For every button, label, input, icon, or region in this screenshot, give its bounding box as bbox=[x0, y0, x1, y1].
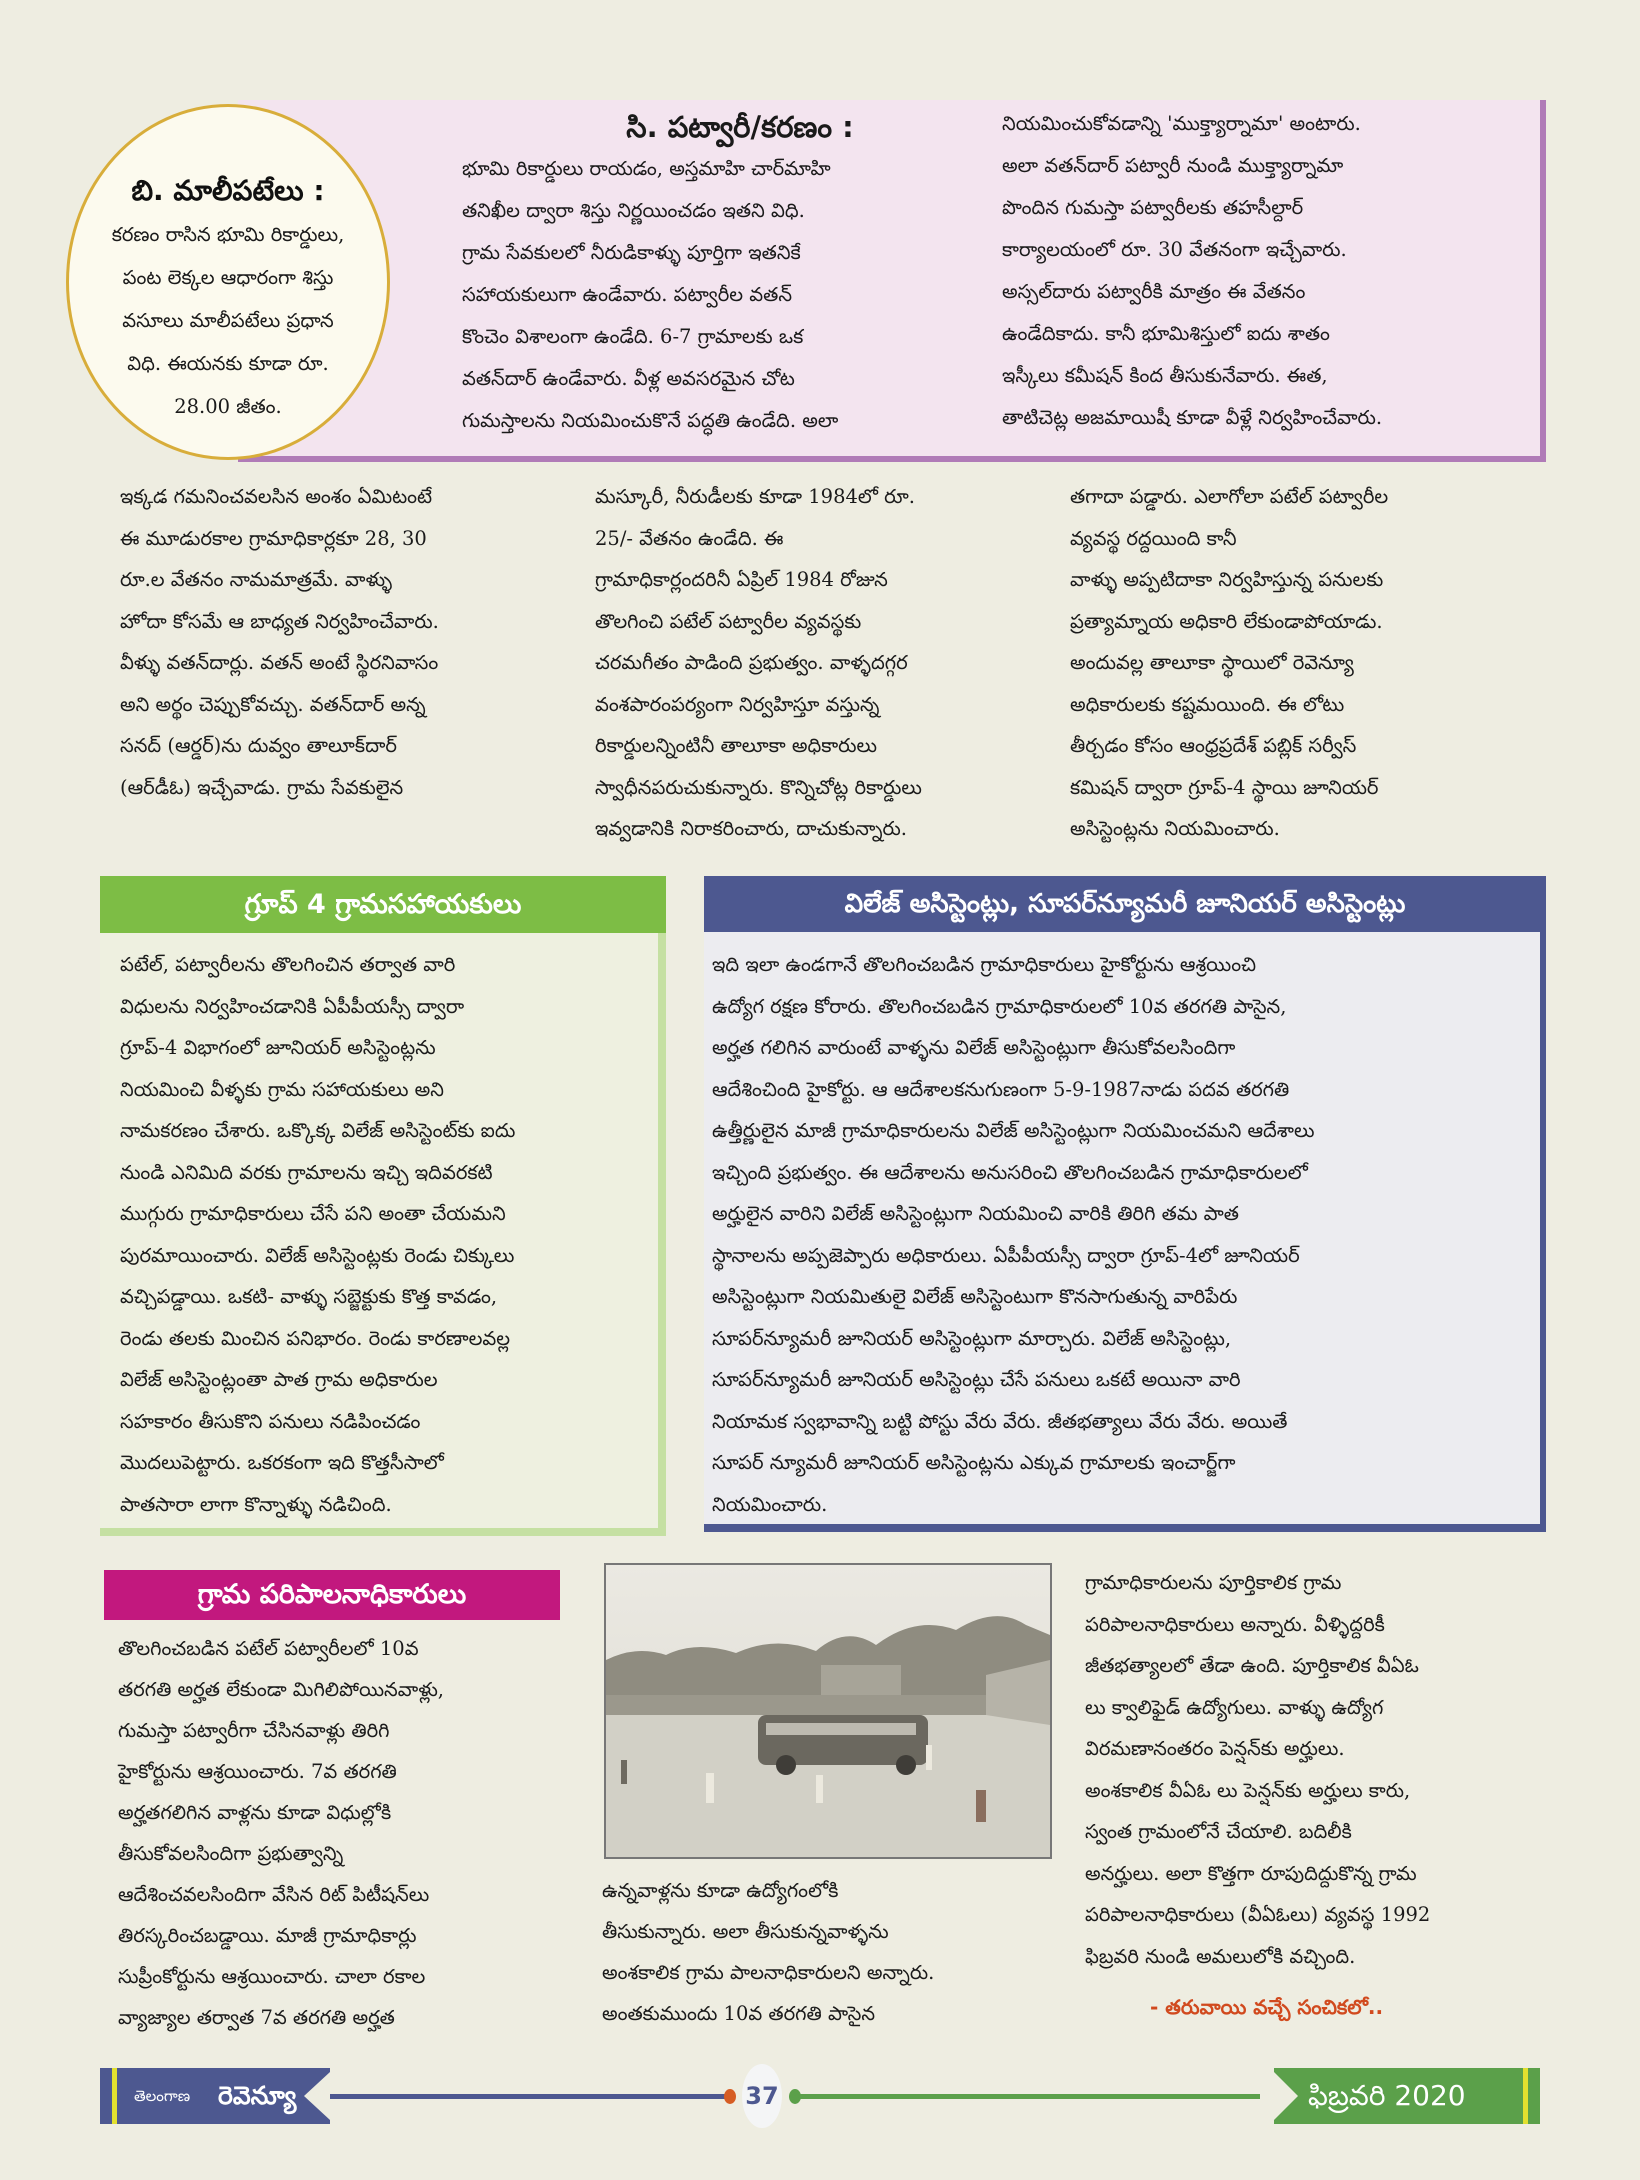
text-line: హైకోర్టును ఆశ్రయించారు. 7వ తరగతి bbox=[118, 1760, 397, 1783]
text-line: ఇస్కీలు కమీషన్ కింద తీసుకునేవారు. ఈత, bbox=[1002, 364, 1328, 387]
person bbox=[816, 1775, 823, 1803]
text-line: వసూలు మాలీపటేలు ప్రధాన bbox=[122, 309, 334, 332]
text-line: నియమించి వీళ్ళకు గ్రామ సహాయకులు అని bbox=[120, 1077, 444, 1101]
text-line: పరిపాలనాధికారులు (వీఏఓలు) వ్యవస్థ 1992 bbox=[1085, 1903, 1431, 1926]
text-line: అసిస్టెంట్లుగా నియమితులై విలేజ్ అసిస్టెంటుగా కొనసాగుతున్న వారిపేరు bbox=[712, 1285, 1238, 1308]
text-line: నుండి ఎనిమిది వరకు గ్రామాలను ఇచ్చి ఇదివరకటి bbox=[120, 1160, 493, 1184]
text-line: పరిపాలనాధికారులు అన్నారు. వీళ్ళిద్దరికీ bbox=[1085, 1612, 1385, 1636]
issue-date-badge bbox=[1274, 2068, 1540, 2124]
text-line: మస్కూరీ, నీరుడీలకు కూడా 1984లో రూ. bbox=[595, 485, 915, 508]
text-line: రికార్డులన్నింటినీ తాలూకా అధికారులు bbox=[595, 734, 878, 757]
text-line: అంశకాలిక గ్రామ పాలనాధికారులని అన్నారు. bbox=[602, 1961, 935, 1984]
text-line: కమిషన్ ద్వారా గ్రూప్-4 స్థాయి జూనియర్ bbox=[1070, 775, 1379, 799]
footer-rule-right bbox=[798, 2094, 1260, 2099]
text-line: అలా వతన్‌దార్ పట్వారీ నుండి ముక్త్యార్నామా bbox=[1002, 154, 1344, 177]
text-line: వీళ్ళు వతన్‌దార్లు. వతన్ అంటే స్థిరనివాసం bbox=[120, 651, 439, 674]
malipatel-title: బి. మాలీపటేలు : bbox=[131, 174, 325, 207]
article-column-1 bbox=[120, 476, 439, 808]
text-line: ఈ మూడురకాల గ్రామాధికార్లకూ 28, 30 bbox=[120, 526, 427, 550]
footer-dot-orange bbox=[724, 2089, 736, 2104]
text-line: అస్సల్‌దారు పట్వారీకి మాత్రం ఈ వేతనం bbox=[1002, 280, 1306, 303]
text-line: రెండు తలకు మించిన పనిభారం. రెండు కారణాలవల్ల bbox=[120, 1326, 511, 1350]
text-line: తాటిచెట్ల అజమాయిషీ కూడా వీళ్లే నిర్వహించేవారు. bbox=[1002, 406, 1383, 429]
text-line: ఆదేశించింది హైకోర్టు. ఆ ఆదేశాలకనుగుణంగా 5-9-1987నాడు పదవ తరగతి bbox=[712, 1077, 1290, 1101]
photo-illustration bbox=[606, 1565, 1050, 1857]
article-column-3 bbox=[1070, 476, 1388, 850]
text-line: గుమస్తాలను నియమించుకొనే పద్ధతి ఉండేది. అలా bbox=[462, 409, 839, 432]
text-line: తొలగించి పటేల్ పట్వారీల వ్యవస్థకు bbox=[595, 609, 862, 633]
person bbox=[706, 1773, 714, 1803]
arrow-notch bbox=[304, 2072, 330, 2120]
patwari-text-col1 bbox=[462, 148, 838, 442]
building bbox=[821, 1665, 901, 1700]
text-line: అధికారులకు కష్టమయింది. ఈ లోటు bbox=[1070, 692, 1345, 716]
text-line: గ్రామ సేవకులలో నీరుడికాళ్ళు పూర్తిగా ఇతనికే bbox=[462, 241, 801, 264]
text-line: సనద్ (ఆర్డర్)ను దువ్వం తాలూక్‌దార్ bbox=[120, 734, 397, 757]
vao-text-left bbox=[118, 1628, 444, 2038]
text-line: అర్హతగలిగిన వాళ్లను కూడా విధుల్లోకి bbox=[118, 1801, 392, 1824]
text-line: పటేల్, పట్వారీలను తొలగించిన తర్వాత వారి bbox=[120, 953, 456, 976]
text-line: రూ.ల వేతనం నామమాత్రమే. వాళ్ళు bbox=[120, 568, 393, 591]
text-line: అని అర్థం చెప్పుకోవచ్చు. వతన్‌దార్ అన్న bbox=[120, 692, 426, 716]
text-line: సూపర్ న్యూమరీ జూనియర్ అసిస్టెంట్లను ఎక్కువ గ్రామాలకు ఇంచార్జ్‌గా bbox=[712, 1451, 1236, 1474]
text-line: పాతసారా లాగా కొన్నాళ్ళు నడిచింది. bbox=[120, 1492, 392, 1516]
text-line: వ్యాజ్యాల తర్వాత 7వ తరగతి అర్హత bbox=[118, 2006, 395, 2029]
person bbox=[976, 1790, 986, 1822]
text-line: గ్రామాధికారులను పూర్తికాలిక గ్రామ bbox=[1085, 1571, 1342, 1594]
text-line: ఇవ్వడానికి నిరాకరించారు, దాచుకున్నారు. bbox=[595, 817, 907, 840]
text-line: ఫిబ్రవరి నుండి అమలులోకి వచ్చింది. bbox=[1085, 1944, 1356, 1968]
text-line: నియమించారు. bbox=[712, 1492, 828, 1516]
text-line: జీతభత్యాలలో తేడా ఉంది. పూర్తికాలిక వీఏఓ bbox=[1085, 1654, 1419, 1677]
village-assistants-text bbox=[712, 944, 1315, 1525]
text-line: కరణం రాసిన భూమి రికార్డులు, bbox=[111, 223, 345, 246]
text-line: అనర్హులు. అలా కొత్తగా రూపుదిద్దుకొన్న గ్రామ bbox=[1085, 1861, 1417, 1885]
text-line: అసిస్టెంట్లను నియమించారు. bbox=[1070, 817, 1280, 840]
text-line: స్వంత గ్రామంలోనే చేయాలి. బదిలీకి bbox=[1085, 1820, 1352, 1843]
text-line: గుమస్తా పట్వారీగా చేసినవాళ్లు తిరిగి bbox=[118, 1719, 390, 1742]
text-line: తొలగించబడిన పటేల్ పట్వారీలలో 10వ bbox=[118, 1637, 419, 1660]
text-line: హోదా కోసమే ఆ బాధ్యత నిర్వహించేవారు. bbox=[120, 609, 439, 633]
text-line: (ఆర్‌డీఓ) ఇచ్చేవాడు. గ్రామ సేవకులైన bbox=[120, 775, 404, 799]
text-line: సహకారం తీసుకొని పనులు నడిపించడం bbox=[120, 1409, 421, 1433]
bus-windows bbox=[766, 1723, 916, 1735]
text-line: గ్రామాధికార్లందరినీ ఏప్రిల్ 1984 రోజున bbox=[595, 568, 888, 591]
text-line: 25/- వేతనం ఉండేది. ఈ bbox=[595, 526, 784, 550]
text-line: తీర్చడం కోసం ఆంధ్రప్రదేశ్ పబ్లిక్ సర్వీస్ bbox=[1070, 734, 1357, 757]
malipatel-circle bbox=[66, 104, 390, 460]
bus-wheel bbox=[896, 1755, 916, 1775]
text-line: ఇది ఇలా ఉండగానే తొలగించబడిన గ్రామాధికారులు హైకోర్టును ఆశ్రయించి bbox=[712, 953, 1257, 976]
text-line: చరమగీతం పాడింది ప్రభుత్వం. వాళ్ళదగ్గర bbox=[595, 651, 908, 674]
text-line: అంశకాలిక వీఏఓ లు పెన్షన్‌కు అర్హులు కారు, bbox=[1085, 1778, 1411, 1802]
text-line: వంశపారంపర్యంగా నిర్వహిస్తూ వస్తున్న bbox=[595, 692, 880, 716]
text-line: మొదలుపెట్టారు. ఒకరకంగా ఇది కొత్తసీసాలో bbox=[120, 1451, 444, 1474]
issue-date: ఫిబ్రవరి 2020 bbox=[1308, 2079, 1466, 2112]
text-line: తీసుకోవలసిందిగా ప్రభుత్వాన్ని bbox=[118, 1842, 344, 1865]
text-line: సూపర్‌న్యూమరీ జూనియర్ అసిస్టెంట్లు చేసే పనులు ఒకటే అయినా వారి bbox=[712, 1368, 1241, 1391]
text-line: తగాదా పడ్డారు. ఎలాగోలా పటేల్ పట్వారీల bbox=[1070, 485, 1389, 508]
text-line: కార్యాలయంలో రూ. 30 వేతనంగా ఇచ్చేవారు. bbox=[1002, 238, 1347, 261]
text-line: ఉద్యోగ రక్షణ కోరారు. తొలగించబడిన గ్రామాధికారులలో 10వ తరగతి పాసైన, bbox=[712, 994, 1287, 1018]
text-line: పురమాయించారు. విలేజ్ అసిస్టెంట్లకు రెండు చిక్కులు bbox=[120, 1243, 515, 1267]
patwari-text-col2 bbox=[1002, 103, 1382, 439]
person bbox=[926, 1745, 932, 1770]
text-line: నియమించుకోవడాన్ని 'ముక్త్యార్నామా' అంటారు. bbox=[1002, 112, 1361, 135]
page-number: 37 bbox=[742, 2064, 782, 2128]
text-line: లు క్వాలిఫైడ్ ఉద్యోగులు. వాళ్ళు ఉద్యోగ bbox=[1085, 1695, 1384, 1719]
continued-note: - తరువాయి వచ్చే సంచికలో.. bbox=[1150, 1995, 1384, 2019]
text-line: ఆదేశించవలసిందిగా వేసిన రిట్ పిటీషన్‌లు bbox=[118, 1883, 430, 1906]
accent-stripe bbox=[112, 2068, 117, 2124]
brand-telangana: తెలంగాణ bbox=[134, 2087, 191, 2105]
text-line: కొంచెం విశాలంగా ఉండేది. 6-7 గ్రామాలకు ఒక bbox=[462, 325, 804, 348]
text-line: పొందిన గుమస్తా పట్వారీలకు తహసీల్దార్ bbox=[1002, 196, 1304, 219]
footer-rule-left bbox=[330, 2094, 730, 2099]
text-line: గ్రూప్-4 విభాగంలో జూనియర్ అసిస్టెంట్లను bbox=[120, 1036, 436, 1059]
text-line: నామకరణం చేశారు. ఒక్కొక్క విలేజ్ అసిస్టెంట్‌కు ఐదు bbox=[120, 1119, 516, 1142]
text-line: అంతకుముందు 10వ తరగతి పాసైన bbox=[602, 2002, 876, 2025]
text-line: విధి. ఈయనకు కూడా రూ. bbox=[127, 352, 329, 375]
text-line: వ్యవస్థ రద్దయింది కానీ bbox=[1070, 526, 1237, 550]
text-line: తీసుకున్నారు. అలా తీసుకున్నవాళ్ళను bbox=[602, 1920, 889, 1943]
text-line: ఉన్నవాళ్లను కూడా ఉద్యోగంలోకి bbox=[602, 1879, 839, 1902]
magazine-brand-badge bbox=[100, 2068, 330, 2124]
text-line: అందువల్ల తాలూకా స్థాయిలో రెవెన్యూ bbox=[1070, 651, 1354, 674]
text-line: ముగ్గురు గ్రామాధికారులు చేసే పని అంతా చేయమని bbox=[120, 1202, 506, 1225]
text-line: ఉత్తీర్ణులైన మాజీ గ్రామాధికారులను విలేజ్ అసిస్టెంట్లుగా నియమించమని ఆదేశాలు bbox=[712, 1119, 1315, 1142]
group4-header: గ్రూప్ 4 గ్రామసహాయకులు bbox=[100, 876, 666, 933]
text-line: స్వాధీనపరుచుకున్నారు. కొన్నిచోట్ల రికార్డులు bbox=[595, 775, 922, 799]
text-line: విలేజ్ అసిస్టెంట్లంతా పాత గ్రామ అధికారుల bbox=[120, 1368, 438, 1391]
bus-wheel bbox=[776, 1755, 796, 1775]
text-line: వచ్చిపడ్డాయి. ఒకటి- వాళ్ళు సబ్జెక్టుకు కొత్త కావడం, bbox=[120, 1285, 498, 1308]
vao-text-right bbox=[1085, 1562, 1430, 1977]
text-line: తనిఖీల ద్వారా శిస్తు నిర్ణయించడం ఇతని విధి. bbox=[462, 199, 805, 222]
historic-bus-station-photo bbox=[604, 1563, 1052, 1859]
text-line: ఇచ్చింది ప్రభుత్వం. ఈ ఆదేశాలను అనుసరించి తొలగించబడిన గ్రామాధికారులలో bbox=[712, 1160, 1308, 1184]
shops bbox=[606, 1695, 1050, 1715]
text-line: తరగతి అర్హత లేకుండా మిగిలిపోయినవాళ్లు, bbox=[118, 1678, 444, 1701]
text-line: నియామక స్వభావాన్ని బట్టి పోస్టు వేరు వేరు. జీతభత్యాలు వేరు వేరు. అయితే bbox=[712, 1409, 1288, 1433]
text-line: అర్హులైన వారిని విలేజ్ అసిస్టెంట్లుగా నియమించి వారికి తిరిగి తమ పాత bbox=[712, 1202, 1239, 1225]
person bbox=[621, 1760, 627, 1784]
text-line: పంట లెక్కల ఆధారంగా శిస్తు bbox=[122, 266, 334, 289]
village-assistants-header: విలేజ్ అసిస్టెంట్లు, సూపర్‌న్యూమరీ జూనియర్ అసిస్టెంట్లు bbox=[704, 876, 1546, 932]
text-line: స్థానాలను అప్పజెప్పారు అధికారులు. ఏపీపీయస్సీ ద్వారా గ్రూప్-4లో జూనియర్ bbox=[712, 1243, 1300, 1267]
text-line: సూపర్‌న్యూమరీ జూనియర్ అసిస్టెంట్లుగా మార్చారు. విలేజ్ అసిస్టెంట్లు, bbox=[712, 1326, 1232, 1350]
text-line: అర్హత గలిగిన వారుంటే వాళ్ళను విలేజ్ అసిస్టెంట్లుగా తీసుకోవలసిందిగా bbox=[712, 1036, 1236, 1059]
vao-header: గ్రామ పరిపాలనాధికారులు bbox=[104, 1570, 560, 1620]
text-line: వాళ్ళు అప్పటిదాకా నిర్వహిస్తున్న పనులకు bbox=[1070, 568, 1384, 591]
brand-revenue: రెవెన్యూ bbox=[218, 2081, 297, 2110]
text-line: విరమణానంతరం పెన్షన్‌కు అర్హులు. bbox=[1085, 1737, 1345, 1760]
text-line: వతన్‌దార్ ఉండేవారు. వీళ్ల అవసరమైన చోట bbox=[462, 367, 795, 390]
accent-stripe bbox=[1523, 2068, 1528, 2124]
arrow-notch bbox=[1274, 2072, 1298, 2120]
text-line: ఇక్కడ గమనించవలసిన అంశం ఏమిటంటే bbox=[120, 485, 433, 508]
text-line: తిరస్కరించబడ్డాయి. మాజీ గ్రామాధికార్లు bbox=[118, 1924, 417, 1947]
article-column-2 bbox=[595, 476, 922, 850]
group4-text bbox=[120, 944, 515, 1525]
text-line: ఉండేదికాదు. కానీ భూమిశిస్తులో ఐదు శాతం bbox=[1002, 322, 1330, 345]
vao-text-middle bbox=[602, 1870, 934, 2034]
text-line: 28.00 జీతం. bbox=[174, 395, 282, 418]
text-line: భూమి రికార్డులు రాయడం, అస్తమాహి చార్‌మాహి bbox=[462, 157, 831, 180]
text-line: విధులను నిర్వహించడానికి ఏపీపీయస్సీ ద్వారా bbox=[120, 994, 465, 1018]
text-line: సహాయకులుగా ఉండేవారు. పట్వారీల వతన్ bbox=[462, 283, 793, 306]
patwari-title: సి. పట్వారీ/కరణం : bbox=[626, 110, 854, 144]
text-line: ప్రత్యామ్నాయ అధికారి లేకుండాపోయాడు. bbox=[1070, 609, 1383, 633]
text-line: సుప్రీంకోర్టును ఆశ్రయించారు. చాలా రకాల bbox=[118, 1965, 426, 1988]
